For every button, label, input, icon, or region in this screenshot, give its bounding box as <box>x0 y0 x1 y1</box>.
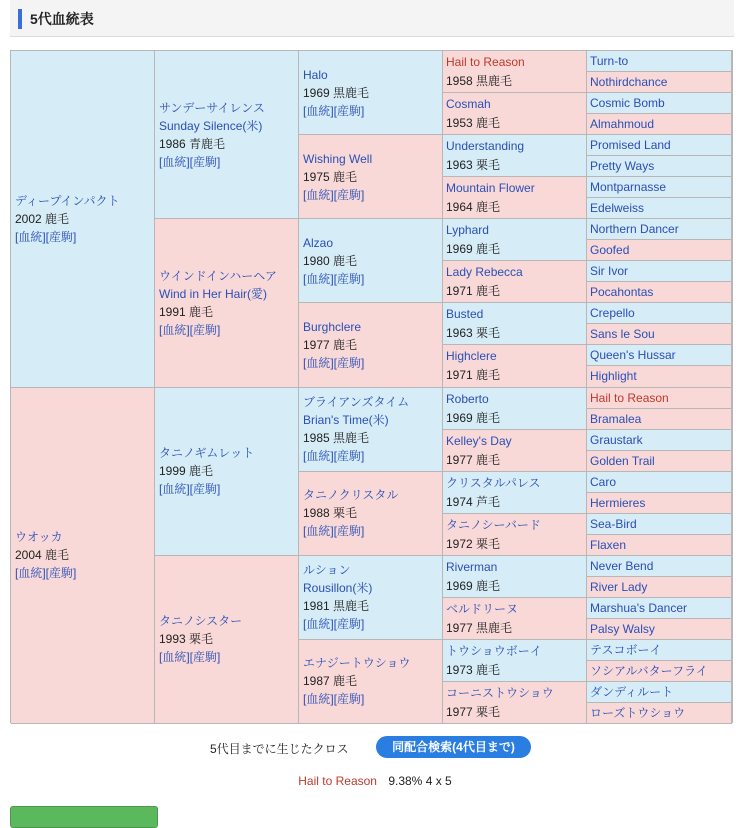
g5-cell <box>587 51 732 72</box>
horse-info: 1986 青鹿毛 <box>159 136 226 151</box>
offspring-link[interactable]: [産駒] <box>45 566 77 581</box>
cross-section <box>0 736 750 760</box>
horse-name-link[interactable]: タニノシスター <box>159 614 243 629</box>
horse-name-link[interactable]: Edelweiss <box>590 201 645 216</box>
g5-cell <box>587 703 732 724</box>
g4-cell <box>443 598 587 640</box>
horse-name-link[interactable]: ルション <box>303 563 351 578</box>
g3-cell <box>299 640 443 724</box>
offspring-link[interactable]: [産駒] <box>333 187 365 202</box>
horse-info: 1969 鹿毛 <box>446 242 501 257</box>
horse-english-name[interactable]: Sunday Silence(米) <box>159 118 263 133</box>
g4-cell <box>443 345 587 387</box>
horse-name-link[interactable]: Hermieres <box>590 495 646 510</box>
horse-name-link[interactable]: Queen's Hussar <box>590 348 676 363</box>
g4-cell <box>443 303 587 345</box>
g5-cell <box>587 451 732 472</box>
offspring-link[interactable]: [産駒] <box>333 449 365 464</box>
g5-cell <box>587 135 732 156</box>
horse-info: 1991 鹿毛 <box>159 304 214 319</box>
horse-name-link[interactable]: Pocahontas <box>590 285 654 300</box>
g4-cell <box>443 682 587 724</box>
horse-name-link[interactable]: Highlight <box>590 369 637 384</box>
horse-name-link[interactable]: Marshua's Dancer <box>590 600 687 615</box>
horse-name-link[interactable]: テスコボーイ <box>590 642 662 657</box>
horse-name-link[interactable]: Busted <box>446 307 484 322</box>
horse-name-link[interactable]: Montparnasse <box>590 180 667 195</box>
g5-cell <box>587 156 732 177</box>
horse-info: 1975 鹿毛 <box>303 169 358 184</box>
offspring-link[interactable]: [産駒] <box>189 482 221 497</box>
g5-cell <box>587 93 732 114</box>
g4-cell <box>443 93 587 135</box>
pedigree-link[interactable]: [血統] <box>303 355 334 370</box>
g5-cell <box>587 598 732 619</box>
g4-cell <box>443 261 587 303</box>
horse-name-link[interactable]: Roberto <box>446 391 489 406</box>
g5-cell <box>587 366 732 387</box>
g5-cell <box>587 640 732 661</box>
g4-cell <box>443 388 587 430</box>
pedigree-link[interactable]: [血統] <box>15 566 46 581</box>
cross-pattern: 4 x 5 <box>425 774 452 788</box>
pedigree-link[interactable]: [血統] <box>159 154 190 169</box>
cross-label: 5代目までに生じたクロス <box>210 742 349 756</box>
pedigree-links <box>159 480 294 498</box>
pedigree-links <box>303 522 438 540</box>
pedigree-link[interactable]: [血統] <box>303 449 334 464</box>
title-accent <box>18 9 22 29</box>
offspring-link[interactable]: [産駒] <box>189 650 221 665</box>
horse-name-link[interactable]: Pretty Ways <box>590 159 655 174</box>
horse-info: 1971 鹿毛 <box>446 284 501 299</box>
same-mating-search-button[interactable]: 同配合検索(4代目まで) <box>376 736 531 758</box>
g5-cell <box>587 430 732 451</box>
g4-cell <box>443 135 587 177</box>
horse-info: 1993 栗毛 <box>159 632 214 647</box>
horse-info: 2004 鹿毛 <box>15 548 70 563</box>
horse-name-link[interactable]: Sir Ivor <box>590 264 629 279</box>
g5-cell <box>587 493 732 514</box>
horse-name-link[interactable]: Turn-to <box>590 54 629 68</box>
horse-name-link[interactable]: Cosmic Bomb <box>590 96 665 111</box>
horse-name-link[interactable]: River Lady <box>590 579 648 594</box>
horse-name-link[interactable]: エナジートウショウ <box>303 656 411 671</box>
horse-name-link[interactable]: Cosmah <box>446 97 491 112</box>
g1-cell <box>11 51 155 388</box>
pedigree-links <box>15 564 150 582</box>
horse-name-link[interactable]: ウインドインハーヘア <box>159 268 277 283</box>
g4-cell <box>443 177 587 219</box>
offspring-link[interactable]: [産駒] <box>333 692 365 707</box>
horse-name-link[interactable]: Kelley's Day <box>446 433 512 448</box>
g4-cell <box>443 514 587 556</box>
horse-english-name[interactable]: Rousillon(米) <box>303 581 373 596</box>
horse-name-link[interactable]: Burghclere <box>303 319 362 334</box>
horse-name-link[interactable]: ダンディルート <box>590 684 674 699</box>
offspring-link[interactable]: [産駒] <box>333 271 365 286</box>
g3-cell <box>299 388 443 472</box>
page-title: 5代血統表 <box>30 11 94 27</box>
horse-name-link[interactable]: Wishing Well <box>303 151 373 166</box>
horse-name-link[interactable]: ローズトウショウ <box>590 705 686 720</box>
horse-info: 1969 鹿毛 <box>446 410 501 425</box>
horse-name-link[interactable]: タニノシーバード <box>446 517 541 532</box>
horse-name-link[interactable]: Nothirdchance <box>590 75 668 90</box>
pedigree-link[interactable]: [血統] <box>159 650 190 665</box>
offspring-link[interactable]: [産駒] <box>189 322 221 337</box>
green-action-button[interactable] <box>10 806 158 828</box>
g5-cell <box>587 177 732 198</box>
horse-info: 1977 鹿毛 <box>303 337 358 352</box>
horse-name-link[interactable]: Highclere <box>446 349 497 364</box>
g5-cell <box>587 682 732 703</box>
pedigree-table <box>10 50 733 723</box>
g5-cell <box>587 472 732 493</box>
horse-info: 1988 栗毛 <box>303 506 358 521</box>
g5-cell <box>587 261 732 282</box>
horse-name-link[interactable]: ソシアルバターフライ <box>590 663 708 678</box>
horse-info: 1958 黒鹿毛 <box>446 74 513 88</box>
pedigree-link[interactable]: [血統] <box>159 322 190 337</box>
g5-cell <box>587 345 732 366</box>
horse-name-link[interactable]: Almahmoud <box>590 117 655 132</box>
horse-name-link[interactable]: タニノギムレット <box>159 446 255 461</box>
horse-name-link[interactable]: Lyphard <box>446 223 489 238</box>
horse-info: 1969 鹿毛 <box>446 578 501 593</box>
g5-cell <box>587 388 732 409</box>
pedigree-links <box>303 270 438 288</box>
horse-name-link[interactable]: Sans le Sou <box>590 327 655 342</box>
horse-info: 1953 鹿毛 <box>446 116 501 131</box>
pedigree-links <box>159 153 294 171</box>
horse-name-link[interactable]: Golden Trail <box>590 453 655 468</box>
g3-cell <box>299 303 443 387</box>
pedigree-links <box>303 615 438 633</box>
horse-name-link[interactable]: Caro <box>590 474 617 489</box>
horse-name-link[interactable]: ブライアンズタイム <box>303 395 410 410</box>
g3-cell <box>299 556 443 640</box>
horse-info: 1963 栗毛 <box>446 326 501 341</box>
horse-name-link[interactable]: Northern Dancer <box>590 222 679 237</box>
pedigree-links <box>303 102 438 120</box>
g5-cell <box>587 409 732 430</box>
g5-cell <box>587 198 732 219</box>
pedigree-link[interactable]: [血統] <box>159 482 190 497</box>
cross-percent: 9.38% <box>388 774 423 788</box>
horse-info: 1999 鹿毛 <box>159 464 214 479</box>
pedigree-links <box>303 186 438 204</box>
horse-name-link[interactable]: Goofed <box>590 243 630 258</box>
g5-cell <box>587 556 732 577</box>
cross-result <box>0 774 750 788</box>
horse-info: 1985 黒鹿毛 <box>303 431 370 446</box>
horse-name-link[interactable]: Halo <box>303 67 328 82</box>
horse-info: 1987 鹿毛 <box>303 674 358 689</box>
horse-info: 1963 栗毛 <box>446 158 501 173</box>
horse-name-link[interactable]: トウショウボーイ <box>446 643 542 658</box>
horse-name-link[interactable]: Sea-Bird <box>590 516 637 531</box>
horse-info: 1969 黒鹿毛 <box>303 85 370 100</box>
horse-name-link[interactable]: ベルドリーヌ <box>446 601 519 616</box>
horse-name-link[interactable]: Hail to Reason <box>590 390 669 405</box>
horse-info: 1977 黒鹿毛 <box>446 620 513 635</box>
horse-info: 1981 黒鹿毛 <box>303 599 370 614</box>
horse-info: 2002 鹿毛 <box>15 211 70 226</box>
horse-name-link[interactable]: Riverman <box>446 559 498 574</box>
horse-name-link[interactable]: Lady Rebecca <box>446 265 523 280</box>
pedigree-links <box>303 354 438 372</box>
g5-cell <box>587 324 732 345</box>
horse-name-link[interactable]: サンデーサイレンス <box>159 100 265 115</box>
g5-cell <box>587 535 732 556</box>
g4-cell <box>443 219 587 261</box>
pedigree-link[interactable]: [血統] <box>303 617 334 632</box>
g4-cell <box>443 472 587 514</box>
title-bar <box>10 0 734 37</box>
pedigree-link[interactable]: [血統] <box>303 524 334 539</box>
horse-english-name[interactable]: Wind in Her Hair(愛) <box>159 286 268 301</box>
horse-name-link[interactable]: Hail to Reason <box>446 55 525 69</box>
g4-cell <box>443 640 587 682</box>
horse-name-link[interactable]: クリスタルパレス <box>446 475 541 490</box>
horse-name-link[interactable]: Crepello <box>590 306 635 321</box>
pedigree-links <box>303 690 438 708</box>
pedigree-links <box>303 447 438 465</box>
g3-cell <box>299 135 443 219</box>
pedigree-link[interactable]: [血統] <box>303 692 334 707</box>
horse-info: 1971 鹿毛 <box>446 368 501 383</box>
horse-name-link[interactable]: Promised Land <box>590 138 671 153</box>
offspring-link[interactable]: [産駒] <box>45 229 77 244</box>
g2-cell <box>155 219 299 387</box>
horse-name-link[interactable]: Bramalea <box>590 411 642 426</box>
horse-name-link[interactable]: Flaxen <box>590 537 627 552</box>
pedigree-link[interactable]: [血統] <box>15 229 46 244</box>
horse-info: 1972 栗毛 <box>446 536 501 551</box>
horse-name-link[interactable]: ウオッカ <box>15 530 63 545</box>
horse-info: 1977 鹿毛 <box>446 452 501 467</box>
pedigree-links <box>159 648 294 666</box>
horse-name-link[interactable]: Never Bend <box>590 558 654 573</box>
g5-cell <box>587 114 732 135</box>
horse-name-link[interactable]: タニノクリスタル <box>303 488 399 503</box>
horse-info: 1977 栗毛 <box>446 704 501 719</box>
g2-cell <box>155 556 299 724</box>
horse-name-link[interactable]: ディープインパクト <box>15 193 120 208</box>
g5-cell <box>587 619 732 640</box>
g4-cell <box>443 556 587 598</box>
g4-cell <box>443 51 587 93</box>
offspring-link[interactable]: [産駒] <box>333 103 365 118</box>
offspring-link[interactable]: [産駒] <box>333 524 365 539</box>
horse-name-link[interactable]: Mountain Flower <box>446 181 535 196</box>
cross-horse-link[interactable]: Hail to Reason <box>298 774 377 788</box>
pedigree-links <box>15 228 150 246</box>
horse-name-link[interactable]: Understanding <box>446 139 525 154</box>
g5-cell <box>587 661 732 682</box>
g5-cell <box>587 577 732 598</box>
horse-info: 1973 鹿毛 <box>446 662 501 677</box>
g3-cell <box>299 472 443 556</box>
pedigree-links <box>159 321 294 339</box>
g5-cell <box>587 514 732 535</box>
g2-cell <box>155 51 299 219</box>
g5-cell <box>587 303 732 324</box>
horse-info: 1980 鹿毛 <box>303 253 358 268</box>
pedigree-link[interactable]: [血統] <box>303 187 334 202</box>
offspring-link[interactable]: [産駒] <box>189 154 221 169</box>
g1-cell <box>11 388 155 725</box>
g4-cell <box>443 430 587 472</box>
pedigree-link[interactable]: [血統] <box>303 103 334 118</box>
offspring-link[interactable]: [産駒] <box>333 617 365 632</box>
horse-info: 1974 芦毛 <box>446 494 501 509</box>
horse-name-link[interactable]: Palsy Walsy <box>590 621 655 636</box>
g3-cell <box>299 51 443 135</box>
horse-name-link[interactable]: コーニストウショウ <box>446 685 554 700</box>
g5-cell <box>587 219 732 240</box>
offspring-link[interactable]: [産駒] <box>333 355 365 370</box>
g3-cell <box>299 219 443 303</box>
g5-cell <box>587 240 732 261</box>
g5-cell <box>587 72 732 93</box>
g5-cell <box>587 282 732 303</box>
pedigree-link[interactable]: [血統] <box>303 271 334 286</box>
horse-name-link[interactable]: Alzao <box>303 235 334 250</box>
horse-info: 1964 鹿毛 <box>446 200 501 215</box>
g2-cell <box>155 388 299 556</box>
horse-english-name[interactable]: Brian's Time(米) <box>303 413 389 428</box>
horse-name-link[interactable]: Graustark <box>590 432 643 447</box>
